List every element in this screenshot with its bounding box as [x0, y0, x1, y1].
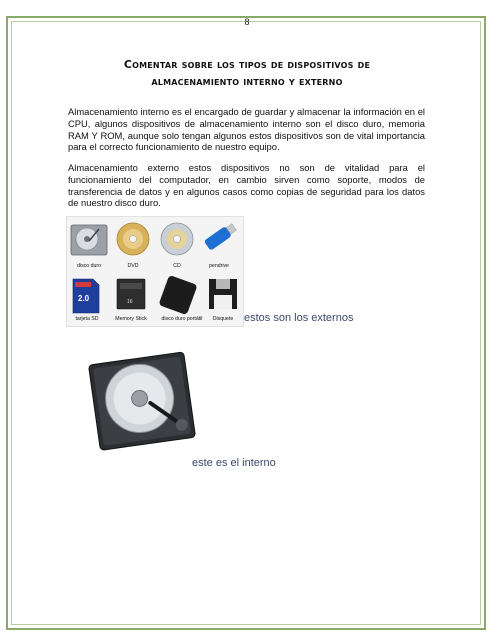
title-line-1: Comentar sobre los tipos de dispositivos de: [123, 58, 371, 71]
internal-hard-disk-image: [88, 348, 198, 454]
paragraph-internal-storage: Almacenamiento interno es el encargado de guardar y almacenar la información en el CPU, algunos dispositivos de almacenamiento interno son el disco duro, memoria RAM Y ROM, aunque solo tengan algunos estos dispositivos son de vital importancia para el correcto funcionamiento de nuestro equipo.: [68, 106, 425, 153]
caption-internal: este es el interno: [192, 457, 276, 469]
pendrive-icon: [204, 222, 238, 251]
portable-hard-disk-icon: [158, 275, 197, 315]
sd-size-text: 2.0: [78, 294, 90, 303]
external-devices-illustration: [67, 217, 243, 326]
label-disco-duro: disco duro: [77, 263, 101, 269]
label-cd: CD: [173, 263, 181, 269]
label-memory-stick: Memory Stick: [115, 316, 147, 322]
caption-external: estos son los externos: [244, 312, 354, 324]
label-pendrive: pendrive: [209, 263, 229, 269]
page-title: [40, 56, 454, 90]
hard-disk-icon: [71, 225, 107, 255]
paragraph-external-storage: Almacenamiento externo estos dispositivos no son de vitalidad para el funcionamiento del computador, en cambio sirven como soporte, modos de transferencia de datos y en algunos casos como copias de seguridad para los datos de nuestro disco duro.: [68, 162, 425, 209]
label-tarjeta-sd: tarjeta SD: [75, 316, 99, 322]
page-number: 8: [244, 17, 250, 27]
label-disco-duro-portatil: disco duro portátil: [161, 316, 203, 322]
label-disquete: Disquete: [212, 316, 234, 322]
memory-stick-size-text: 16: [127, 299, 133, 305]
label-dvd: DVD: [127, 263, 139, 269]
sd-card-icon: [73, 279, 99, 313]
dvd-disc-icon: [117, 223, 149, 255]
title-line-2: almacenamiento interno y externo: [151, 75, 343, 88]
cd-disc-icon: [161, 223, 193, 255]
external-devices-image: [66, 216, 244, 327]
floppy-disk-icon: [209, 279, 237, 309]
memory-stick-icon: [117, 279, 145, 309]
